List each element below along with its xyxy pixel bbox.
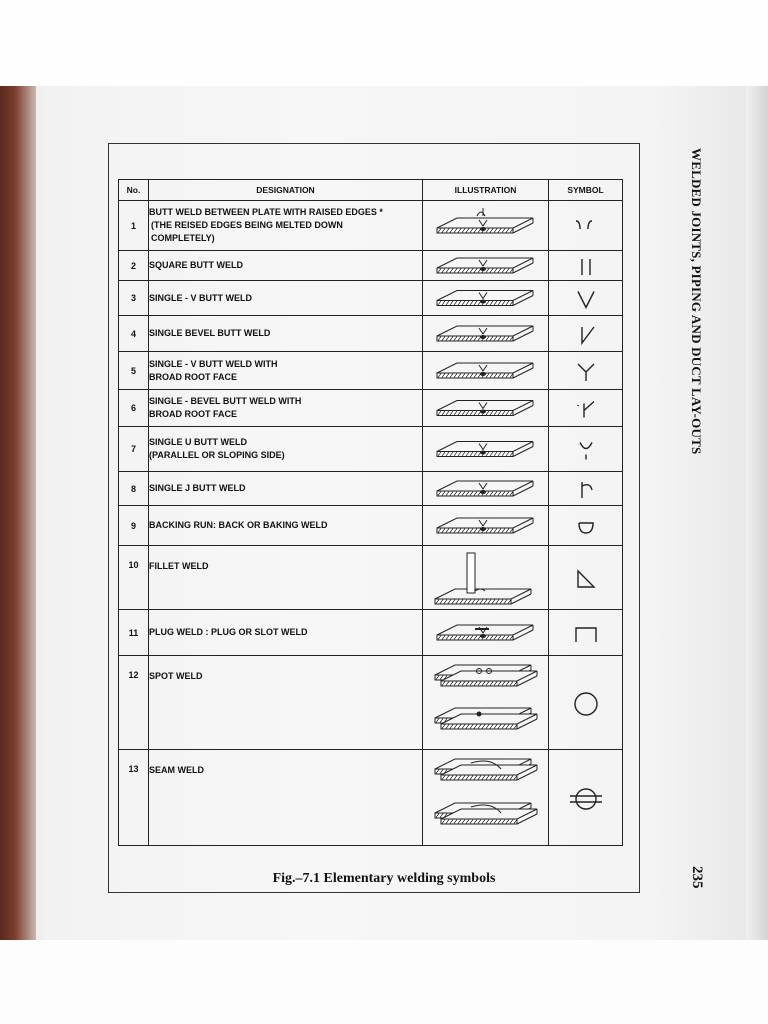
illustration-graphic <box>427 317 545 351</box>
designation-line: (PARALLEL OR SLOPING SIDE) <box>149 450 285 460</box>
row-illustration <box>423 201 549 251</box>
symbol-graphic <box>552 507 620 545</box>
backing-run-symbol-icon <box>549 506 623 546</box>
row-illustration <box>423 546 549 610</box>
table-row <box>119 316 623 352</box>
symbol-graphic <box>552 428 620 471</box>
header-designation: DESIGNATION <box>149 180 423 201</box>
designation-line: SINGLE - V BUTT WELD WITH <box>149 358 278 369</box>
bevel-broad-root-symbol-icon <box>549 390 623 427</box>
illustration-graphic <box>427 657 545 749</box>
designation-line: SQUARE BUTT WELD <box>149 260 243 270</box>
book-binding-edge <box>0 86 36 940</box>
table-row <box>119 281 623 316</box>
designation-line: SINGLE U BUTT WELD <box>149 437 247 447</box>
designation-line: SINGLE - BEVEL BUTT WELD WITH <box>149 396 302 406</box>
symbol-graphic <box>552 751 620 845</box>
row-illustration <box>423 251 549 281</box>
symbol-graphic <box>552 353 620 389</box>
single-j-symbol-icon <box>549 472 623 506</box>
designation-line: BACKING RUN: BACK OR BAKING WELD <box>149 520 328 530</box>
illustration-graphic <box>427 391 545 426</box>
row-designation <box>149 316 423 352</box>
header-no: No. <box>119 180 149 201</box>
row-number: 2 <box>119 251 149 281</box>
symbol-graphic <box>552 391 620 426</box>
plug-symbol-icon <box>549 610 623 656</box>
row-designation <box>149 352 423 390</box>
designation-line: SINGLE - V BUTT WELD <box>149 292 252 303</box>
symbol-graphic <box>552 657 620 749</box>
symbol-graphic <box>552 282 620 315</box>
figure-caption: Fig.–7.1 Elementary welding symbols <box>272 871 496 886</box>
designation-line: SINGLE J BUTT WELD <box>149 483 246 493</box>
symbol-graphic <box>552 547 620 609</box>
symbol-graphic <box>552 473 620 505</box>
table-row <box>119 656 623 750</box>
row-designation <box>149 750 423 846</box>
designation-line: BROAD ROOT FACE <box>149 409 238 419</box>
row-illustration <box>423 281 549 316</box>
row-illustration <box>423 390 549 427</box>
raised-edges-symbol-icon <box>549 201 623 251</box>
table-row <box>119 201 623 251</box>
row-designation <box>149 546 423 610</box>
single-u-symbol-icon <box>549 427 623 472</box>
v-broad-root-symbol-icon <box>549 352 623 390</box>
symbol-graphic <box>552 202 620 250</box>
illustration-graphic <box>427 547 545 609</box>
illustration-graphic <box>427 252 545 280</box>
page-right-edge <box>746 86 768 940</box>
row-number: 1 <box>119 201 149 251</box>
row-number: 5 <box>119 352 149 390</box>
row-designation <box>149 201 423 251</box>
table-row <box>119 750 623 846</box>
table-row <box>119 390 623 427</box>
table-row <box>119 546 623 610</box>
spot-symbol-icon <box>549 656 623 750</box>
row-number: 8 <box>119 472 149 506</box>
designation-line: (THE REISED EDGES BEING MELTED DOWN <box>151 220 343 230</box>
row-number: 12 <box>119 656 149 750</box>
illustration-graphic <box>427 428 545 471</box>
row-number: 7 <box>119 427 149 472</box>
illustration-graphic <box>427 611 545 655</box>
table-row <box>119 427 623 472</box>
row-designation <box>149 427 423 472</box>
designation-line: COMPLETELY) <box>151 233 215 243</box>
designation-line: BROAD ROOT FACE <box>149 371 238 382</box>
chapter-running-title: WELDED JOINTS, PIPING AND DUCT LAY-OUTS <box>689 148 704 455</box>
row-illustration <box>423 506 549 546</box>
background-top <box>0 0 768 88</box>
square-butt-symbol-icon <box>549 251 623 281</box>
illustration-graphic <box>427 473 545 505</box>
row-illustration <box>423 656 549 750</box>
background-bottom <box>0 940 768 1024</box>
row-number: 10 <box>119 546 149 610</box>
row-designation <box>149 656 423 750</box>
illustration-graphic <box>427 202 545 250</box>
row-illustration <box>423 610 549 656</box>
table-row <box>119 352 623 390</box>
designation-line: SPOT WELD <box>149 671 203 681</box>
row-illustration <box>423 352 549 390</box>
table-header-row <box>119 180 623 201</box>
fillet-symbol-icon <box>549 546 623 610</box>
row-designation <box>149 390 423 427</box>
row-designation <box>149 281 423 316</box>
row-illustration <box>423 750 549 846</box>
symbol-graphic <box>552 611 620 655</box>
designation-line: PLUG WELD : PLUG OR SLOT WELD <box>149 627 308 637</box>
designation-line: FILLET WELD <box>149 561 209 571</box>
table-row <box>119 610 623 656</box>
row-illustration <box>423 472 549 506</box>
row-number: 9 <box>119 506 149 546</box>
single-bevel-symbol-icon <box>549 316 623 352</box>
illustration-graphic <box>427 353 545 389</box>
page-number: 235 <box>689 866 705 889</box>
designation-line: SEAM WELD <box>149 765 204 775</box>
row-designation <box>149 610 423 656</box>
illustration-graphic <box>427 282 545 315</box>
row-illustration <box>423 316 549 352</box>
header-illustration: ILLUSTRATION <box>423 180 549 201</box>
designation-line: SINGLE BEVEL BUTT WELD <box>149 328 271 338</box>
row-designation <box>149 472 423 506</box>
row-number: 13 <box>119 750 149 846</box>
single-v-symbol-icon <box>549 281 623 316</box>
row-illustration <box>423 427 549 472</box>
row-number: 4 <box>119 316 149 352</box>
welding-symbols-table <box>118 179 623 846</box>
table-row <box>119 251 623 281</box>
seam-symbol-icon <box>549 750 623 846</box>
row-designation <box>149 251 423 281</box>
symbol-graphic <box>552 252 620 280</box>
designation-line: BUTT WELD BETWEEN PLATE WITH RAISED EDGES * <box>149 207 383 217</box>
illustration-graphic <box>427 751 545 845</box>
table-row <box>119 506 623 546</box>
row-designation <box>149 506 423 546</box>
header-symbol: SYMBOL <box>549 180 623 201</box>
row-number: 6 <box>119 390 149 427</box>
symbol-graphic <box>552 317 620 351</box>
illustration-graphic <box>427 507 545 545</box>
row-number: 11 <box>119 610 149 656</box>
row-number: 3 <box>119 281 149 316</box>
table-row <box>119 472 623 506</box>
